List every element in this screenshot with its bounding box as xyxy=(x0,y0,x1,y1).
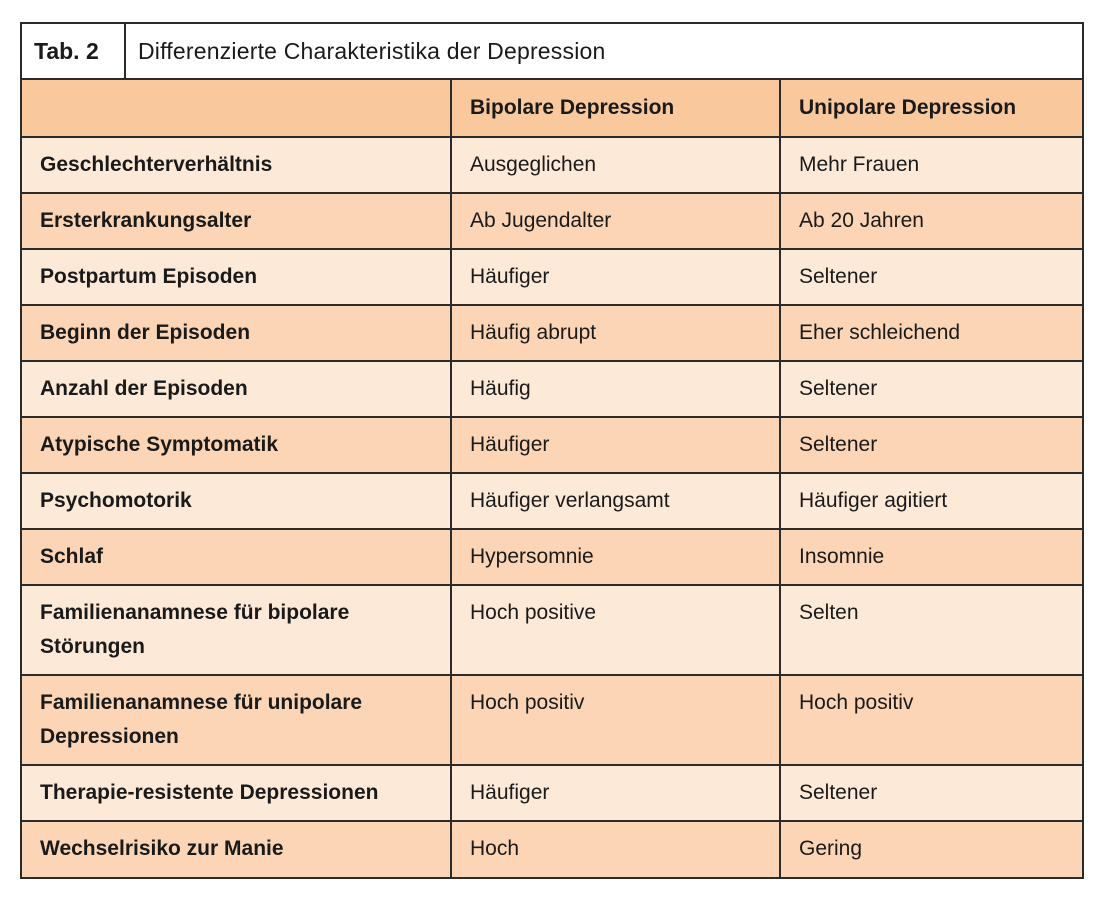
bipolar-cell: Ab Jugendalter xyxy=(451,193,780,249)
unipolar-cell: Hoch positiv xyxy=(780,675,1082,765)
bipolar-cell: Häufiger verlangsamt xyxy=(451,473,780,529)
row-label: Geschlechterverhältnis xyxy=(22,137,451,193)
table-row xyxy=(22,305,1082,361)
bipolar-cell: Häufig xyxy=(451,361,780,417)
row-label: Ersterkrankungsalter xyxy=(22,193,451,249)
bipolar-cell: Häufiger xyxy=(451,417,780,473)
bipolar-cell: Häufiger xyxy=(451,765,780,821)
unipolar-cell: Selten xyxy=(780,585,1082,675)
bipolar-cell: Ausgeglichen xyxy=(451,137,780,193)
table-title: Differenzierte Charakteristika der Depression xyxy=(138,37,606,64)
unipolar-cell: Eher schleichend xyxy=(780,305,1082,361)
row-label: Wechselrisiko zur Manie xyxy=(22,821,451,877)
unipolar-cell: Seltener xyxy=(780,765,1082,821)
unipolar-cell: Mehr Frauen xyxy=(780,137,1082,193)
row-label: Anzahl der Episoden xyxy=(22,361,451,417)
table-row xyxy=(22,529,1082,585)
row-label: Therapie-resistente Depressionen xyxy=(22,765,451,821)
bipolar-cell: Häufiger xyxy=(451,249,780,305)
row-label: Schlaf xyxy=(22,529,451,585)
table-row xyxy=(22,361,1082,417)
table-row xyxy=(22,821,1082,877)
header-cell-bipolar: Bipolare Depression xyxy=(451,80,780,137)
header-cell-unipolar: Unipolare Depression xyxy=(780,80,1082,137)
table-frame xyxy=(20,22,1084,879)
bipolar-cell: Hoch positiv xyxy=(451,675,780,765)
row-label: Postpartum Episoden xyxy=(22,249,451,305)
unipolar-cell: Insomnie xyxy=(780,529,1082,585)
table-row xyxy=(22,193,1082,249)
table-row xyxy=(22,585,1082,675)
bipolar-cell: Häufig abrupt xyxy=(451,305,780,361)
bipolar-cell: Hoch positive xyxy=(451,585,780,675)
header-row xyxy=(22,80,1082,137)
unipolar-cell: Seltener xyxy=(780,361,1082,417)
row-label: Familienanamnese für unipolare Depressionen xyxy=(22,675,451,765)
table-row xyxy=(22,765,1082,821)
unipolar-cell: Gering xyxy=(780,821,1082,877)
unipolar-cell: Ab 20 Jahren xyxy=(780,193,1082,249)
table-row xyxy=(22,137,1082,193)
bipolar-cell: Hoch xyxy=(451,821,780,877)
header-cell-empty xyxy=(22,80,451,137)
table-row xyxy=(22,473,1082,529)
table-row xyxy=(22,249,1082,305)
table-row xyxy=(22,417,1082,473)
row-label: Familienanamnese für bipolare Störungen xyxy=(22,585,451,675)
table-row xyxy=(22,675,1082,765)
row-label: Beginn der Episoden xyxy=(22,305,451,361)
table-caption xyxy=(22,24,1082,80)
unipolar-cell: Seltener xyxy=(780,249,1082,305)
row-label: Psychomotorik xyxy=(22,473,451,529)
row-label: Atypische Symptomatik xyxy=(22,417,451,473)
unipolar-cell: Häufiger agitiert xyxy=(780,473,1082,529)
characteristics-table xyxy=(22,80,1082,877)
unipolar-cell: Seltener xyxy=(780,417,1082,473)
bipolar-cell: Hypersomnie xyxy=(451,529,780,585)
table-number: Tab. 2 xyxy=(22,24,126,78)
